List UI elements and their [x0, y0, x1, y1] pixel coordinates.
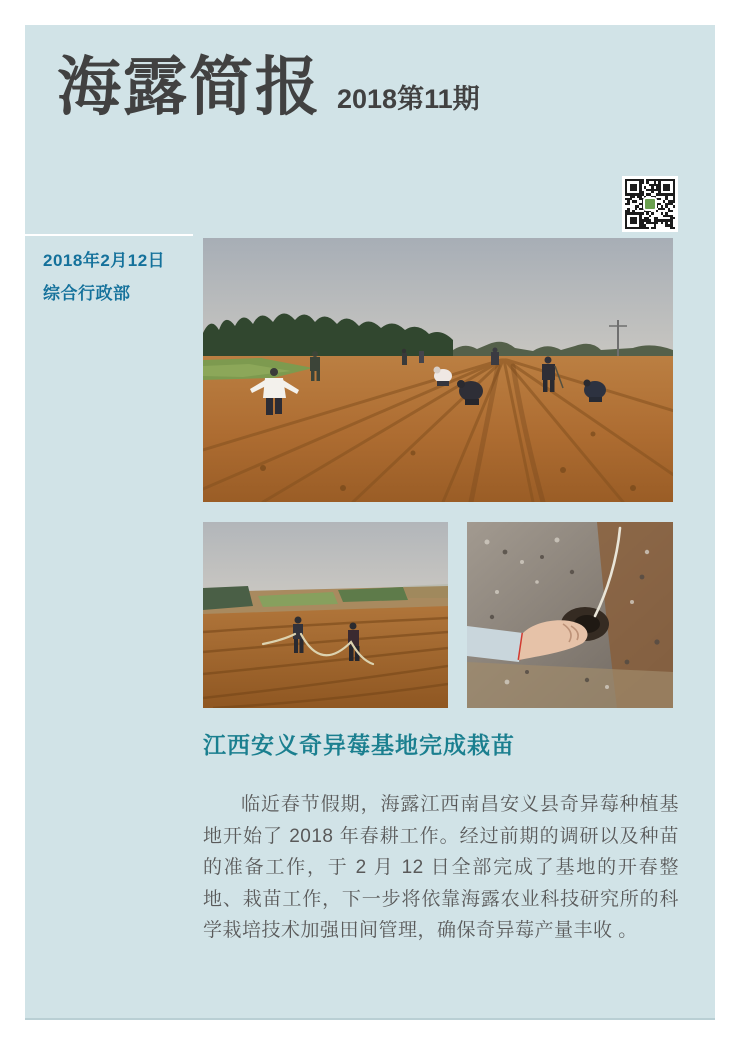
- photo-workers-rope: [203, 522, 448, 708]
- article-heading: 江西安义奇异莓基地完成栽苗: [203, 732, 515, 758]
- photo-hand-planting-art: [467, 522, 673, 708]
- newsletter-page: [25, 25, 715, 1020]
- photo-hand-planting: [467, 522, 673, 708]
- photo-workers-rope-art: [203, 522, 448, 708]
- photo-field-planting-art: [203, 238, 673, 502]
- department-label: 综合行政部: [43, 284, 131, 303]
- issue-date: 2018年2月12日: [43, 251, 166, 270]
- masthead: [57, 51, 480, 123]
- qr-code-icon: [622, 176, 678, 232]
- sidebar-divider: [25, 234, 193, 236]
- qr-center-logo-icon: [643, 197, 657, 211]
- newsletter-title: 海露简报: [57, 51, 321, 123]
- article-body: 临近春节假期，海露江西南昌安义县奇异莓种植基地开始了 2018 年春耕工作。经过前期的调研以及种苗的准备工作，于 2 月 12 日全部完成了基地的开春整地、栽苗工作，下一步将依靠海露农业科技研究所的科学栽培技术加强田间管理，确保奇异莓产量丰收 。: [203, 794, 679, 941]
- issue-number: 2018第11期: [337, 84, 480, 114]
- photo-field-planting: [203, 238, 673, 502]
